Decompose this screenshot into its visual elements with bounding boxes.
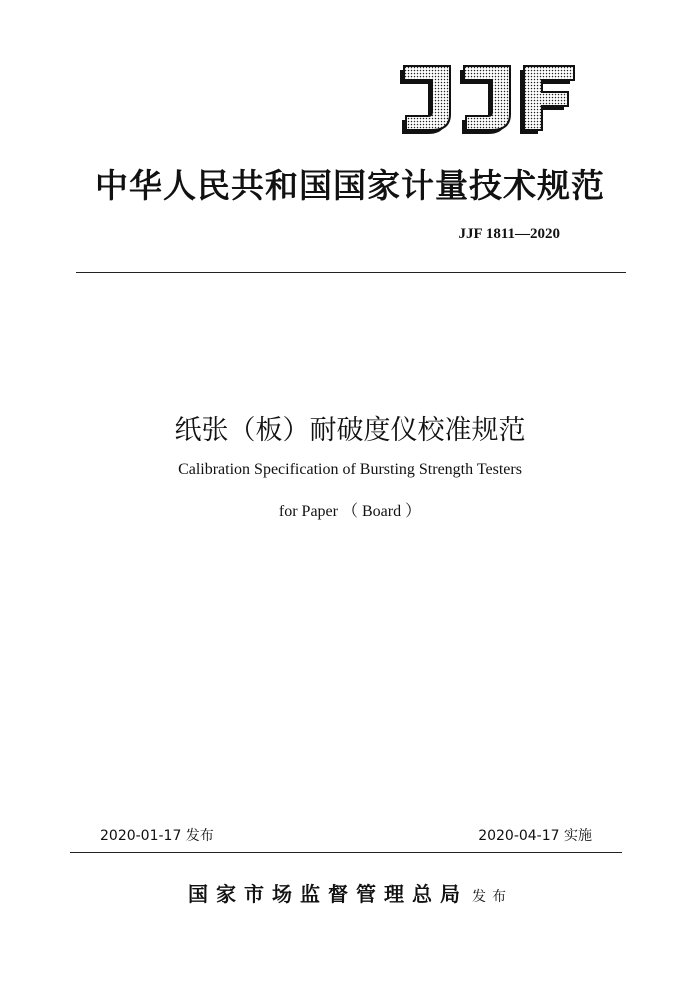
bottom-divider [70, 852, 622, 853]
top-divider [76, 272, 626, 273]
issuer-row [0, 878, 700, 907]
release-date: 2020-01-17 发布 [100, 828, 214, 844]
document-title-en-line2: for Paper （ Board ） [278, 503, 422, 520]
issuer-suffix: 发布 [472, 889, 512, 905]
issuing-authority: 国家市场监督管理总局 [188, 882, 468, 906]
document-title-cn: 纸张（板）耐破度仪校准规范 [174, 415, 526, 446]
document-title-en-line1: Calibration Specification of Bursting Strength Testers [178, 461, 522, 478]
document-code: JJF 1811—2020 [458, 226, 560, 242]
jjf-logo [398, 60, 578, 136]
standard-series-title: 中华人民共和国国家计量技术规范 [95, 166, 605, 205]
implementation-date: 2020-04-17 实施 [478, 828, 592, 844]
